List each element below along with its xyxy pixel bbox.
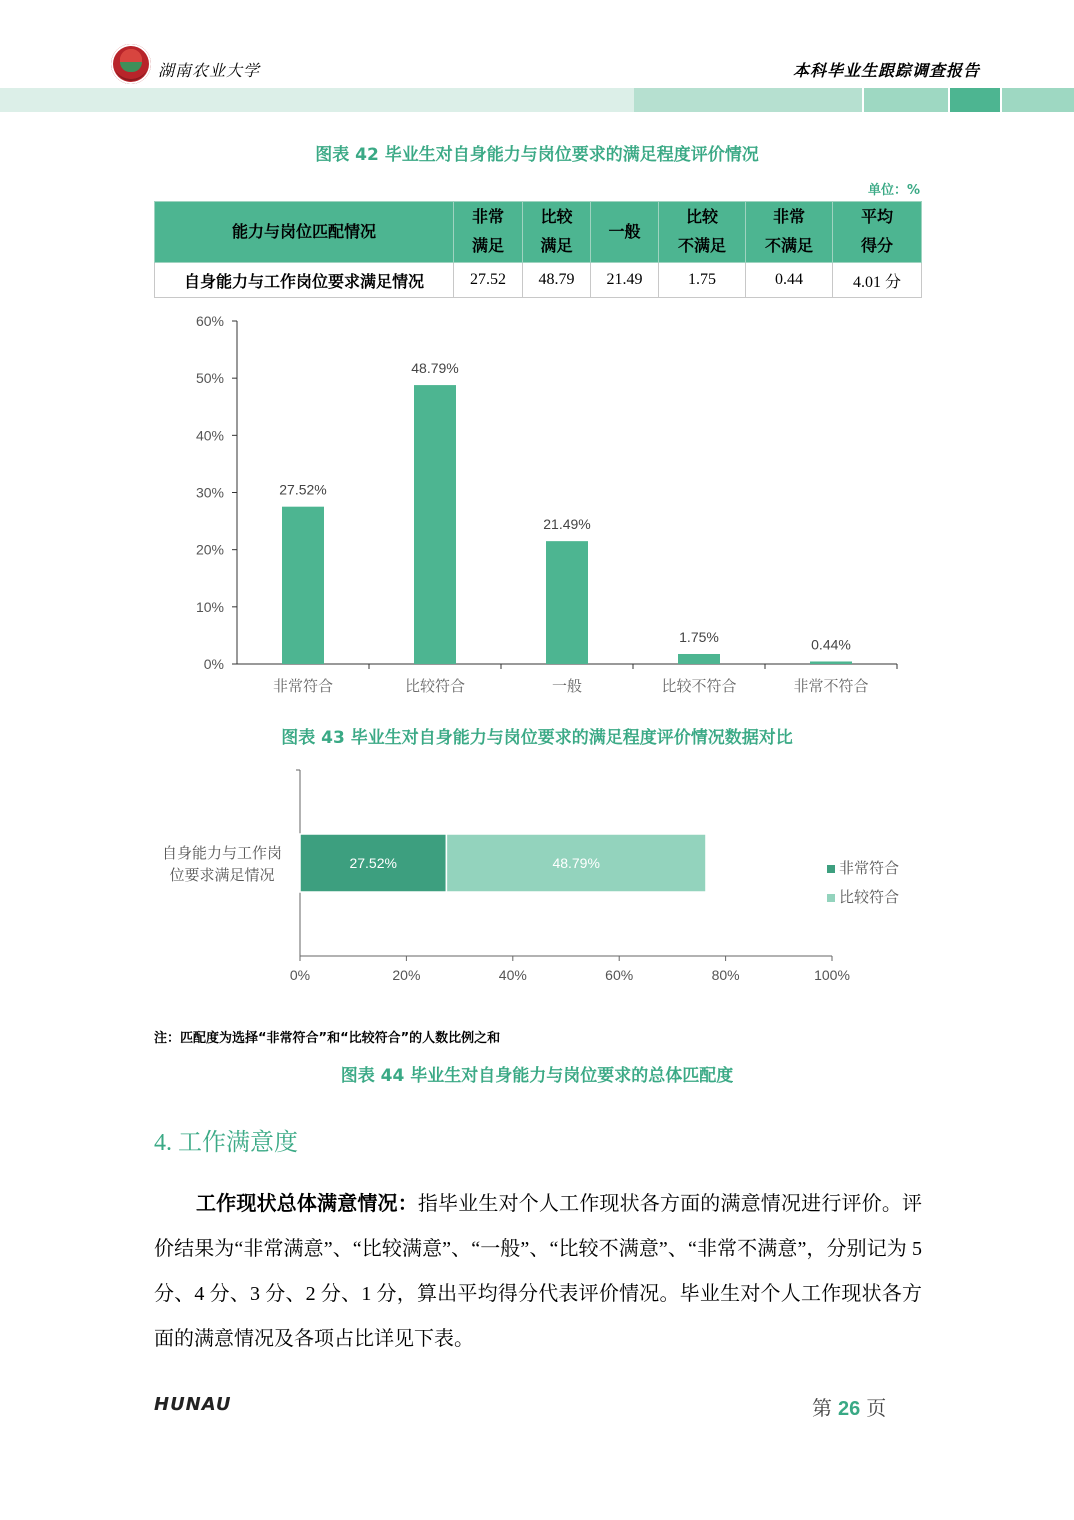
y-tick-label: 10% bbox=[195, 598, 224, 615]
bar-chart bbox=[0, 300, 1074, 710]
x-tick-label: 40% bbox=[498, 967, 527, 983]
x-tick-label: 非常不符合 bbox=[793, 678, 869, 695]
x-tick-label: 比较符合 bbox=[404, 678, 466, 695]
university-logo bbox=[111, 44, 151, 84]
segment-label: 27.52% bbox=[349, 855, 397, 871]
paragraph-body: 指毕业生对个人工作现状各方面的满意情况进行评价。评价结果为“非常满意”、“比较满意”、“一般”、“比较不满意”、“非常不满意”，分别记为 5 分、4 分、3 分、2 分、1 分，算出平均得分代表评价情况。毕业生对个人工作现状各方面的满意情况及各项占比详见下表。 bbox=[154, 1193, 923, 1350]
table-header-cell: 比较 满足 bbox=[523, 202, 591, 263]
table-cell: 48.79 bbox=[523, 263, 591, 298]
header-band-dark bbox=[950, 88, 1000, 112]
data-label: 48.79% bbox=[411, 360, 459, 377]
y-tick-label: 20% bbox=[195, 541, 224, 558]
segment-label: 48.79% bbox=[552, 855, 600, 871]
table-header-cell: 平均 得分 bbox=[833, 202, 922, 263]
y-tick-label: 50% bbox=[195, 370, 224, 387]
bar bbox=[546, 541, 588, 664]
paragraph-lead: 工作现状总体满意情况： bbox=[196, 1193, 418, 1215]
university-name: 湖南农业大学 bbox=[158, 61, 261, 80]
header-band-light bbox=[0, 88, 634, 112]
data-label: 0.44% bbox=[811, 636, 851, 653]
bar bbox=[414, 385, 456, 664]
x-tick-label: 80% bbox=[711, 967, 740, 983]
bar bbox=[810, 661, 852, 664]
x-tick-label: 100% bbox=[814, 967, 850, 983]
stack-chart-caption: 图表 44 毕业生对自身能力与岗位要求的总体匹配度 bbox=[340, 1066, 734, 1086]
table-cell: 21.49 bbox=[591, 263, 659, 298]
report-title: 本科毕业生跟踪调查报告 bbox=[792, 61, 980, 80]
x-tick-label: 20% bbox=[392, 967, 421, 983]
table-caption: 图表 42 毕业生对自身能力与岗位要求的满足程度评价情况 bbox=[315, 145, 759, 165]
x-tick-label: 0% bbox=[289, 967, 311, 983]
y-tick-label: 40% bbox=[195, 427, 224, 444]
y-tick-label: 0% bbox=[203, 656, 224, 672]
table-cell: 27.52 bbox=[454, 263, 523, 298]
y-tick-label: 60% bbox=[195, 313, 224, 329]
section-paragraph bbox=[154, 1182, 922, 1362]
page-number: 第 26 页 bbox=[812, 1398, 887, 1420]
data-label: 27.52% bbox=[279, 481, 327, 498]
section-title: 4. 工作满意度 bbox=[154, 1130, 298, 1156]
satisfaction-table bbox=[154, 201, 922, 298]
legend-swatch bbox=[827, 865, 835, 873]
table-row-label: 自身能力与工作岗位要求满足情况 bbox=[155, 263, 454, 298]
header-band-mid2 bbox=[864, 88, 948, 112]
table-row bbox=[155, 263, 922, 298]
bar bbox=[282, 507, 324, 664]
legend-label: 比较符合 bbox=[839, 889, 900, 906]
table-header-cell: 比较 不满足 bbox=[659, 202, 746, 263]
x-tick-label: 非常符合 bbox=[272, 678, 334, 695]
table-header-cell: 非常 满足 bbox=[454, 202, 523, 263]
y-category-label: 自身能力与工作岗 bbox=[161, 845, 283, 862]
header-band-end bbox=[1002, 88, 1074, 112]
y-tick-label: 30% bbox=[195, 484, 224, 501]
x-tick-label: 比较不符合 bbox=[661, 678, 737, 695]
chart-note: 注：匹配度为选择“非常符合”和“比较符合”的人数比例之和 bbox=[154, 1031, 501, 1046]
y-category-label: 位要求满足情况 bbox=[169, 867, 275, 884]
bar-chart-caption: 图表 43 毕业生对自身能力与岗位要求的满足程度评价情况数据对比 bbox=[281, 728, 793, 748]
legend-swatch bbox=[827, 894, 835, 902]
x-tick-label: 60% bbox=[605, 967, 634, 983]
header-band-mid bbox=[634, 88, 862, 112]
legend-label: 非常符合 bbox=[839, 860, 900, 877]
table-header-cell: 非常 不满足 bbox=[746, 202, 833, 263]
bar bbox=[678, 654, 720, 664]
x-tick-label: 一般 bbox=[551, 678, 583, 695]
table-cell: 1.75 bbox=[659, 263, 746, 298]
unit-label: 单位：% bbox=[867, 183, 920, 198]
table-cell: 0.44 bbox=[746, 263, 833, 298]
stacked-bar-chart bbox=[0, 760, 1074, 995]
data-label: 21.49% bbox=[543, 516, 591, 533]
footer-brand: HUNAU bbox=[154, 1394, 232, 1415]
table-header-row bbox=[155, 202, 922, 263]
data-label: 1.75% bbox=[679, 628, 719, 645]
table-header-cell: 能力与岗位匹配情况 bbox=[155, 202, 454, 263]
table-cell: 4.01 分 bbox=[833, 263, 922, 298]
table-header-cell: 一般 bbox=[591, 202, 659, 263]
